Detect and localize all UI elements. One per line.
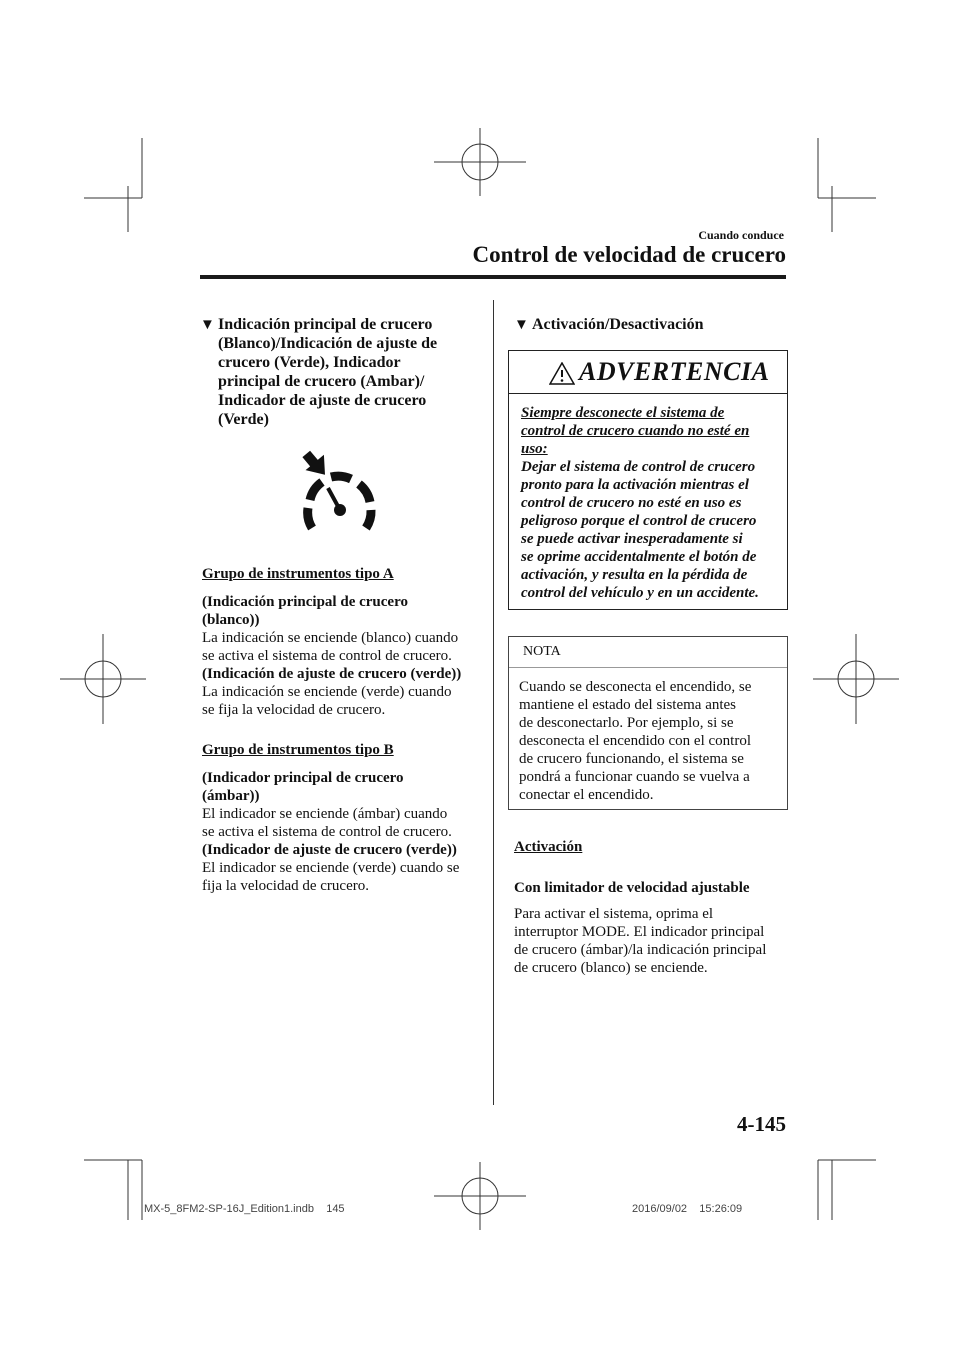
warning-line: control del vehículo y en un accidente. [521, 585, 759, 601]
text-line: La indicación se enciende (blanco) cuando [202, 630, 459, 646]
text-line: Para activar el sistema, oprima el [514, 906, 714, 922]
text-line: (Indicación principal de crucero [202, 594, 408, 610]
heading-line: Indicador de ajuste de crucero [218, 392, 427, 409]
warning-body [521, 404, 783, 602]
page-number: 4-145 [737, 1112, 786, 1136]
text-line: de crucero (ámbar)/la indicación principal [514, 942, 767, 958]
warning-underlined-line: control de crucero cuando no esté en [521, 423, 750, 439]
group-a-title: Grupo de instrumentos tipo A [202, 566, 394, 582]
warning-line: pronto para la activación mientras el [521, 477, 749, 493]
group-b-subheading-1 [202, 769, 404, 805]
group-a-subheading-1 [202, 593, 408, 629]
note-line: de desconectarlo. Por ejemplo, si se [519, 715, 734, 731]
group-a-subheading-2: (Indicación de ajuste de crucero (verde)) [202, 666, 462, 682]
warning-title: ADVERTENCIA [579, 357, 770, 386]
note-line: de crucero funcionando, el sistema se [519, 751, 744, 767]
text-line: fija la velocidad de crucero. [202, 878, 369, 894]
text-line: de crucero (blanco) se enciende. [514, 960, 708, 976]
header-rule [200, 275, 786, 279]
warning-line: se oprime accidentalmente el botón de [521, 549, 757, 565]
note-line: desconecta el encendido con el control [519, 733, 751, 749]
activation-subheading: Con limitador de velocidad ajustable [514, 880, 750, 896]
warning-underlined-line: uso: [521, 441, 548, 457]
heading-line: (Verde) [218, 411, 269, 428]
warning-box [508, 350, 788, 610]
warning-line: Dejar el sistema de control de crucero [521, 459, 756, 475]
footer-timestamp: 2016/09/02 15:26:09 [632, 1203, 743, 1215]
note-body [519, 678, 779, 804]
text-line: interruptor MODE. El indicador principal [514, 924, 765, 940]
group-b-title: Grupo de instrumentos tipo B [202, 742, 394, 758]
warning-line: activación, y resulta en la pérdida de [521, 567, 748, 583]
text-line: (ámbar)) [202, 788, 260, 804]
text-line: se fija la velocidad de crucero. [202, 702, 386, 718]
activation-text [514, 905, 766, 977]
note-line: Cuando se desconecta el encendido, se [519, 679, 752, 695]
text-line: La indicación se enciende (verde) cuando [202, 684, 452, 700]
section-label: Cuando conduce [698, 228, 784, 242]
footer-file-info: MX-5_8FM2-SP-16J_Edition1.indb 145 [144, 1203, 345, 1215]
group-b-text-1 [202, 805, 452, 841]
text-line: (Indicador principal de crucero [202, 770, 404, 786]
group-b-text-2 [202, 859, 459, 895]
page-title: Control de velocidad de crucero [472, 242, 786, 267]
warning-line: peligroso porque el control de crucero [521, 513, 757, 529]
text-line: El indicador se enciende (ámbar) cuando [202, 806, 448, 822]
warning-underlined-line: Siempre desconecte el sistema de [521, 405, 725, 421]
heading-line: principal de crucero (Ambar)/ [218, 373, 425, 390]
warning-title-row [509, 351, 787, 394]
note-title: NOTA [523, 644, 561, 659]
group-b-subheading-2: (Indicador de ajuste de crucero (verde)) [202, 842, 457, 858]
activation-title: Activación [514, 839, 583, 855]
text-line: (blanco)) [202, 612, 260, 628]
column-divider [493, 300, 494, 1105]
right-section-heading [514, 315, 784, 334]
warning-triangle-icon [549, 362, 575, 385]
note-title-row [509, 637, 787, 668]
section-triangle-icon: ▼ [200, 317, 215, 333]
note-line: conectar el encendido. [519, 787, 654, 803]
note-line: mantiene el estado del sistema antes [519, 697, 737, 713]
heading-line: Indicación principal de crucero [218, 316, 433, 333]
note-box [508, 636, 788, 810]
warning-line: control de crucero no esté en uso es [521, 495, 742, 511]
heading-line: crucero (Verde), Indicador [218, 354, 401, 371]
group-a-text-2 [202, 683, 451, 719]
text-line: se activa el sistema de control de crucero. [202, 824, 452, 840]
text-line: se activa el sistema de control de crucero. [202, 648, 452, 664]
heading-text: Activación/Desactivación [532, 316, 704, 333]
section-triangle-icon: ▼ [514, 317, 529, 333]
heading-line: (Blanco)/Indicación de ajuste de [218, 335, 438, 352]
cruise-speedometer-icon [298, 448, 382, 540]
text-line: El indicador se enciende (verde) cuando se [202, 860, 460, 876]
note-line: pondrá a funcionar cuando se vuelva a [519, 769, 750, 785]
warning-line: se puede activar inesperadamente si [521, 531, 743, 547]
left-section-heading [200, 315, 480, 429]
group-a-text-1 [202, 629, 458, 665]
